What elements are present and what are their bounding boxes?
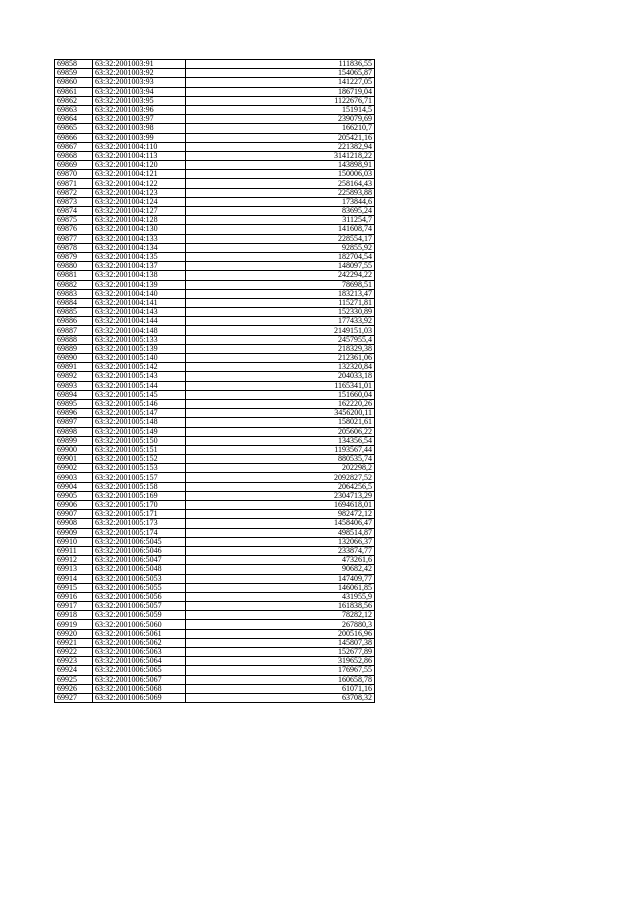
- value-cell: 233874,77: [186, 546, 375, 555]
- value-cell: 141227,05: [186, 78, 375, 87]
- value-cell: 228554,17: [186, 234, 375, 243]
- cadastral-number-cell: 63:32:2001006:5068: [93, 684, 186, 693]
- cadastral-number-cell: 63:32:2001005:146: [93, 399, 186, 408]
- row-number-cell: 69905: [55, 491, 93, 500]
- value-cell: 151660,04: [186, 390, 375, 399]
- table-row: [55, 583, 375, 592]
- table-row: [55, 179, 375, 188]
- row-number-cell: 69860: [55, 78, 93, 87]
- value-cell: 205421,16: [186, 133, 375, 142]
- value-cell: 218329,38: [186, 344, 375, 353]
- table-row: [55, 427, 375, 436]
- cadastral-number-cell: 63:32:2001006:5059: [93, 611, 186, 620]
- row-number-cell: 69872: [55, 188, 93, 197]
- value-cell: 161838,56: [186, 602, 375, 611]
- row-number-cell: 69909: [55, 528, 93, 537]
- cadastral-number-cell: 63:32:2001003:99: [93, 133, 186, 142]
- value-cell: 2064256,5: [186, 482, 375, 491]
- cadastral-number-cell: 63:32:2001006:5047: [93, 556, 186, 565]
- value-cell: 202298,2: [186, 464, 375, 473]
- value-cell: 242294,22: [186, 271, 375, 280]
- table-row: [55, 528, 375, 537]
- table-row: [55, 225, 375, 234]
- value-cell: 150006,03: [186, 170, 375, 179]
- table-row: [55, 436, 375, 445]
- row-number-cell: 69907: [55, 510, 93, 519]
- cadastral-number-cell: 63:32:2001004:121: [93, 170, 186, 179]
- cadastral-number-cell: 63:32:2001006:5062: [93, 638, 186, 647]
- value-cell: 212361,06: [186, 354, 375, 363]
- cadastral-number-cell: 63:32:2001005:173: [93, 519, 186, 528]
- cadastral-number-cell: 63:32:2001004:138: [93, 271, 186, 280]
- cadastral-number-cell: 63:32:2001005:150: [93, 436, 186, 445]
- cadastral-number-cell: 63:32:2001006:5067: [93, 675, 186, 684]
- value-cell: 182704,54: [186, 252, 375, 261]
- row-number-cell: 69918: [55, 611, 93, 620]
- value-cell: 158021,61: [186, 418, 375, 427]
- row-number-cell: 69876: [55, 225, 93, 234]
- value-cell: 152330,89: [186, 308, 375, 317]
- cadastral-number-cell: 63:32:2001005:144: [93, 381, 186, 390]
- table-row: [55, 666, 375, 675]
- cadastral-number-cell: 63:32:2001004:120: [93, 161, 186, 170]
- row-number-cell: 69916: [55, 592, 93, 601]
- value-cell: 3141218,22: [186, 151, 375, 160]
- value-cell: 151914,5: [186, 105, 375, 114]
- row-number-cell: 69871: [55, 179, 93, 188]
- row-number-cell: 69879: [55, 252, 93, 261]
- row-number-cell: 69881: [55, 271, 93, 280]
- value-cell: 2304713,29: [186, 491, 375, 500]
- table-row: [55, 188, 375, 197]
- row-number-cell: 69858: [55, 60, 93, 69]
- table-row: [55, 87, 375, 96]
- value-cell: 134356,54: [186, 436, 375, 445]
- value-cell: 78698,51: [186, 280, 375, 289]
- value-cell: 267880,3: [186, 620, 375, 629]
- value-cell: 132066,37: [186, 537, 375, 546]
- cadastral-number-cell: 63:32:2001005:143: [93, 372, 186, 381]
- row-number-cell: 69899: [55, 436, 93, 445]
- cadastral-number-cell: 63:32:2001004:130: [93, 225, 186, 234]
- cadastral-number-cell: 63:32:2001004:137: [93, 262, 186, 271]
- cadastral-number-cell: 63:32:2001004:113: [93, 151, 186, 160]
- row-number-cell: 69919: [55, 620, 93, 629]
- row-number-cell: 69861: [55, 87, 93, 96]
- value-cell: 92855,92: [186, 243, 375, 252]
- table-row: [55, 381, 375, 390]
- cadastral-number-cell: 63:32:2001006:5045: [93, 537, 186, 546]
- value-cell: 61071,16: [186, 684, 375, 693]
- table-row: [55, 78, 375, 87]
- value-cell: 115271,81: [186, 298, 375, 307]
- row-number-cell: 69878: [55, 243, 93, 252]
- row-number-cell: 69925: [55, 675, 93, 684]
- table-row: [55, 519, 375, 528]
- row-number-cell: 69914: [55, 574, 93, 583]
- row-number-cell: 69897: [55, 418, 93, 427]
- row-number-cell: 69913: [55, 565, 93, 574]
- value-cell: 258164,43: [186, 179, 375, 188]
- value-cell: 319652,86: [186, 657, 375, 666]
- table-row: [55, 565, 375, 574]
- cadastral-number-cell: 63:32:2001006:5053: [93, 574, 186, 583]
- row-number-cell: 69903: [55, 473, 93, 482]
- value-cell: 176967,55: [186, 666, 375, 675]
- cadastral-number-cell: 63:32:2001003:91: [93, 60, 186, 69]
- table-row: [55, 326, 375, 335]
- cadastral-number-cell: 63:32:2001006:5064: [93, 657, 186, 666]
- row-number-cell: 69901: [55, 455, 93, 464]
- row-number-cell: 69891: [55, 363, 93, 372]
- row-number-cell: 69927: [55, 693, 93, 702]
- cadastral-number-cell: 63:32:2001004:143: [93, 308, 186, 317]
- value-cell: 166210,7: [186, 124, 375, 133]
- table-row: [55, 473, 375, 482]
- table-row: [55, 234, 375, 243]
- value-cell: 205606,22: [186, 427, 375, 436]
- row-number-cell: 69877: [55, 234, 93, 243]
- row-number-cell: 69883: [55, 289, 93, 298]
- cadastral-number-cell: 63:32:2001003:98: [93, 124, 186, 133]
- table-row: [55, 372, 375, 381]
- cadastral-number-cell: 63:32:2001006:5069: [93, 693, 186, 702]
- cadastral-number-cell: 63:32:2001004:124: [93, 197, 186, 206]
- value-cell: 311254,7: [186, 216, 375, 225]
- cadastral-number-cell: 63:32:2001004:110: [93, 142, 186, 151]
- row-number-cell: 69870: [55, 170, 93, 179]
- table-row: [55, 629, 375, 638]
- value-cell: 1458406,47: [186, 519, 375, 528]
- table-row: [55, 693, 375, 702]
- row-number-cell: 69895: [55, 399, 93, 408]
- row-number-cell: 69894: [55, 390, 93, 399]
- value-cell: 83695,24: [186, 207, 375, 216]
- cadastral-number-cell: 63:32:2001006:5057: [93, 602, 186, 611]
- cadastral-number-cell: 63:32:2001005:148: [93, 418, 186, 427]
- row-number-cell: 69911: [55, 546, 93, 555]
- row-number-cell: 69859: [55, 69, 93, 78]
- value-cell: 2149151,03: [186, 326, 375, 335]
- value-cell: 498514,87: [186, 528, 375, 537]
- cadastral-number-cell: 63:32:2001005:151: [93, 445, 186, 454]
- value-cell: 1694618,01: [186, 501, 375, 510]
- cadastral-number-cell: 63:32:2001005:158: [93, 482, 186, 491]
- cadastral-number-cell: 63:32:2001005:139: [93, 344, 186, 353]
- cadastral-number-cell: 63:32:2001005:157: [93, 473, 186, 482]
- cadastral-number-cell: 63:32:2001004:123: [93, 188, 186, 197]
- row-number-cell: 69924: [55, 666, 93, 675]
- value-cell: 183213,47: [186, 289, 375, 298]
- row-number-cell: 69886: [55, 317, 93, 326]
- value-cell: 1193567,44: [186, 445, 375, 454]
- table-row: [55, 271, 375, 280]
- value-cell: 3456200,11: [186, 409, 375, 418]
- cadastral-number-cell: 63:32:2001003:94: [93, 87, 186, 96]
- cadastral-number-cell: 63:32:2001004:122: [93, 179, 186, 188]
- value-cell: 239079,69: [186, 115, 375, 124]
- row-number-cell: 69867: [55, 142, 93, 151]
- cadastral-number-cell: 63:32:2001005:174: [93, 528, 186, 537]
- cadastral-number-cell: 63:32:2001003:95: [93, 96, 186, 105]
- row-number-cell: 69893: [55, 381, 93, 390]
- table-row: [55, 464, 375, 473]
- row-number-cell: 69904: [55, 482, 93, 491]
- value-cell: 111836,55: [186, 60, 375, 69]
- value-cell: 146061,85: [186, 583, 375, 592]
- value-cell: 186719,04: [186, 87, 375, 96]
- row-number-cell: 69921: [55, 638, 93, 647]
- table-row: [55, 620, 375, 629]
- value-cell: 152677,89: [186, 648, 375, 657]
- table-row: [55, 675, 375, 684]
- cadastral-number-cell: 63:32:2001006:5048: [93, 565, 186, 574]
- row-number-cell: 69864: [55, 115, 93, 124]
- row-number-cell: 69920: [55, 629, 93, 638]
- row-number-cell: 69915: [55, 583, 93, 592]
- cadastral-number-cell: 63:32:2001005:145: [93, 390, 186, 399]
- cadastral-number-cell: 63:32:2001004:135: [93, 252, 186, 261]
- row-number-cell: 69890: [55, 354, 93, 363]
- cadastral-number-cell: 63:32:2001004:140: [93, 289, 186, 298]
- cadastral-number-cell: 63:32:2001006:5046: [93, 546, 186, 555]
- cadastral-number-cell: 63:32:2001004:148: [93, 326, 186, 335]
- row-number-cell: 69922: [55, 648, 93, 657]
- cadastral-number-cell: 63:32:2001005:169: [93, 491, 186, 500]
- cadastral-number-cell: 63:32:2001005:153: [93, 464, 186, 473]
- row-number-cell: 69869: [55, 161, 93, 170]
- row-number-cell: 69868: [55, 151, 93, 160]
- cadastral-number-cell: 63:32:2001004:139: [93, 280, 186, 289]
- value-cell: 473261,6: [186, 556, 375, 565]
- cadastral-number-cell: 63:32:2001003:97: [93, 115, 186, 124]
- cadastral-number-cell: 63:32:2001005:140: [93, 354, 186, 363]
- value-cell: 148097,55: [186, 262, 375, 271]
- value-cell: 132320,84: [186, 363, 375, 372]
- cadastral-number-cell: 63:32:2001005:149: [93, 427, 186, 436]
- cadastral-number-cell: 63:32:2001003:93: [93, 78, 186, 87]
- value-cell: 63708,32: [186, 693, 375, 702]
- row-number-cell: 69882: [55, 280, 93, 289]
- table-body: [55, 60, 375, 703]
- cadastral-number-cell: 63:32:2001005:152: [93, 455, 186, 464]
- row-number-cell: 69898: [55, 427, 93, 436]
- table-row: [55, 482, 375, 491]
- value-cell: 78282,12: [186, 611, 375, 620]
- cadastral-number-cell: 63:32:2001005:147: [93, 409, 186, 418]
- cadastral-number-cell: 63:32:2001005:133: [93, 335, 186, 344]
- row-number-cell: 69862: [55, 96, 93, 105]
- row-number-cell: 69912: [55, 556, 93, 565]
- table-row: [55, 335, 375, 344]
- row-number-cell: 69900: [55, 445, 93, 454]
- cadastral-number-cell: 63:32:2001006:5060: [93, 620, 186, 629]
- row-number-cell: 69917: [55, 602, 93, 611]
- row-number-cell: 69874: [55, 207, 93, 216]
- cadastral-number-cell: 63:32:2001004:127: [93, 207, 186, 216]
- row-number-cell: 69863: [55, 105, 93, 114]
- row-number-cell: 69906: [55, 501, 93, 510]
- value-cell: 2457955,4: [186, 335, 375, 344]
- value-cell: 160658,78: [186, 675, 375, 684]
- value-cell: 880535,74: [186, 455, 375, 464]
- value-cell: 225893,88: [186, 188, 375, 197]
- value-cell: 982472,12: [186, 510, 375, 519]
- table-row: [55, 133, 375, 142]
- cadastral-number-cell: 63:32:2001005:142: [93, 363, 186, 372]
- value-cell: 2092827,52: [186, 473, 375, 482]
- cadastral-number-cell: 63:32:2001006:5065: [93, 666, 186, 675]
- table-row: [55, 289, 375, 298]
- row-number-cell: 69910: [55, 537, 93, 546]
- row-number-cell: 69884: [55, 298, 93, 307]
- value-cell: 143898,91: [186, 161, 375, 170]
- row-number-cell: 69908: [55, 519, 93, 528]
- cadastral-number-cell: 63:32:2001006:5063: [93, 648, 186, 657]
- table-row: [55, 124, 375, 133]
- row-number-cell: 69887: [55, 326, 93, 335]
- table-row: [55, 574, 375, 583]
- row-number-cell: 69902: [55, 464, 93, 473]
- cadastral-number-cell: 63:32:2001004:141: [93, 298, 186, 307]
- row-number-cell: 69873: [55, 197, 93, 206]
- value-cell: 177433,92: [186, 317, 375, 326]
- table-row: [55, 611, 375, 620]
- value-cell: 162220,26: [186, 399, 375, 408]
- row-number-cell: 69875: [55, 216, 93, 225]
- value-cell: 431955,9: [186, 592, 375, 601]
- value-cell: 204033,18: [186, 372, 375, 381]
- row-number-cell: 69885: [55, 308, 93, 317]
- table-row: [55, 142, 375, 151]
- row-number-cell: 69892: [55, 372, 93, 381]
- cadastral-number-cell: 63:32:2001006:5061: [93, 629, 186, 638]
- value-cell: 1122676,71: [186, 96, 375, 105]
- cadastral-number-cell: 63:32:2001004:134: [93, 243, 186, 252]
- cadastral-number-cell: 63:32:2001006:5056: [93, 592, 186, 601]
- value-cell: 1165341,01: [186, 381, 375, 390]
- cadastral-number-cell: 63:32:2001004:128: [93, 216, 186, 225]
- table-row: [55, 418, 375, 427]
- value-cell: 141608,74: [186, 225, 375, 234]
- cadastral-number-cell: 63:32:2001005:170: [93, 501, 186, 510]
- row-number-cell: 69926: [55, 684, 93, 693]
- value-cell: 200516,96: [186, 629, 375, 638]
- cadastral-number-cell: 63:32:2001003:92: [93, 69, 186, 78]
- cadastral-number-cell: 63:32:2001004:133: [93, 234, 186, 243]
- cadastral-value-table: [54, 59, 375, 703]
- cadastral-number-cell: 63:32:2001006:5055: [93, 583, 186, 592]
- row-number-cell: 69896: [55, 409, 93, 418]
- row-number-cell: 69889: [55, 344, 93, 353]
- row-number-cell: 69865: [55, 124, 93, 133]
- value-cell: 221382,94: [186, 142, 375, 151]
- value-cell: 147409,77: [186, 574, 375, 583]
- table-row: [55, 170, 375, 179]
- cadastral-number-cell: 63:32:2001003:96: [93, 105, 186, 114]
- value-cell: 173844,6: [186, 197, 375, 206]
- row-number-cell: 69880: [55, 262, 93, 271]
- row-number-cell: 69866: [55, 133, 93, 142]
- value-cell: 90682,42: [186, 565, 375, 574]
- row-number-cell: 69923: [55, 657, 93, 666]
- row-number-cell: 69888: [55, 335, 93, 344]
- cadastral-number-cell: 63:32:2001004:144: [93, 317, 186, 326]
- table-row: [55, 280, 375, 289]
- table-row: [55, 317, 375, 326]
- value-cell: 154065,87: [186, 69, 375, 78]
- cadastral-number-cell: 63:32:2001005:171: [93, 510, 186, 519]
- value-cell: 145807,38: [186, 638, 375, 647]
